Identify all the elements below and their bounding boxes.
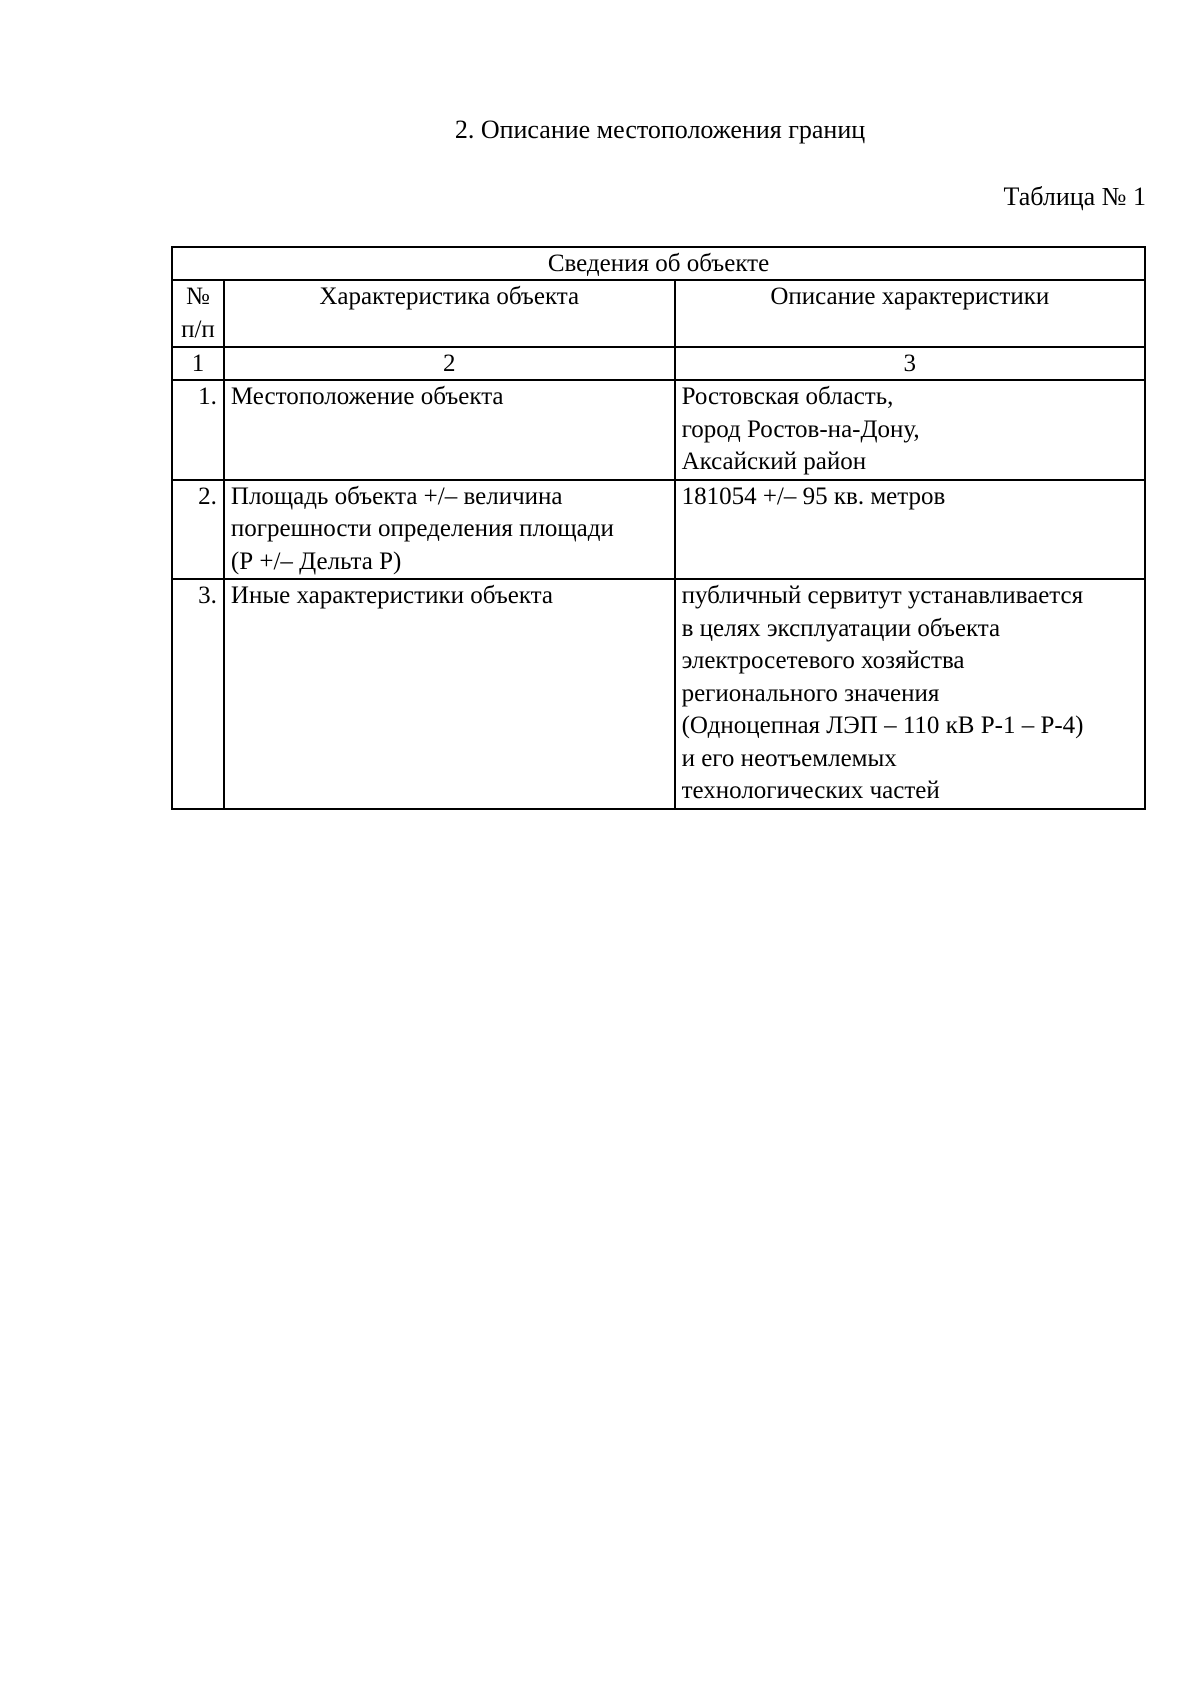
description-line: технологических частей [681, 777, 940, 804]
table-caption-cell: Сведения об объекте [172, 247, 1145, 280]
table-row [172, 380, 1145, 480]
row-characteristic-cell [224, 579, 675, 809]
row-description-cell [675, 579, 1145, 809]
description-line: электросетевого хозяйства [681, 647, 965, 674]
row-description-cell [675, 480, 1145, 580]
document-title: 2. Описание местоположения границ [454, 115, 866, 144]
row-characteristic-cell [224, 480, 675, 580]
column-number-cell: 1 [172, 347, 224, 380]
object-info-table [171, 246, 1146, 810]
description-line: в целях эксплуатации объекта [681, 614, 1001, 642]
header-description-cell: Описание характеристики [675, 280, 1145, 347]
description-line: публичный сервитут устанавливается [681, 582, 1084, 609]
characteristic-line: Площадь объекта +/– величина [230, 482, 563, 510]
description-line: 181054 +/– 95 кв. метров [681, 482, 946, 510]
header-num-cell [172, 280, 224, 347]
column-number-cell: 2 [224, 347, 675, 380]
characteristic-line: Местоположение объекта [230, 383, 504, 410]
description-line: регионального значения [681, 679, 940, 707]
description-line: Ростовская область, [681, 383, 894, 410]
description-line: (Одноцепная ЛЭП – 110 кВ Р-1 – Р-4) [681, 712, 1084, 739]
table-number-caption: Таблица № 1 [1003, 182, 1146, 211]
characteristic-line: погрешности определения площади [230, 515, 614, 542]
column-numbers-row [172, 347, 1145, 380]
table-row [172, 480, 1145, 580]
column-number-cell: 3 [675, 347, 1145, 380]
row-description-cell [675, 380, 1145, 480]
row-number-cell: 3. [172, 579, 224, 809]
description-line: город Ростов-на-Дону, [681, 415, 920, 443]
header-characteristic-cell: Характеристика объекта [224, 280, 675, 347]
characteristic-line: Иные характеристики объекта [230, 582, 554, 609]
row-number-cell: 1. [172, 380, 224, 480]
description-line: Аксайский район [681, 448, 867, 475]
table-caption-row [172, 247, 1145, 280]
table-header-row [172, 280, 1145, 347]
table-row [172, 579, 1145, 809]
description-line: и его неотъемлемых [681, 744, 897, 772]
characteristic-line: (Р +/– Дельта Р) [230, 547, 402, 575]
header-num-symbol: № [186, 283, 210, 310]
row-number-cell: 2. [172, 480, 224, 580]
header-num-abbrev: п/п [181, 315, 215, 343]
row-characteristic-cell [224, 380, 675, 480]
